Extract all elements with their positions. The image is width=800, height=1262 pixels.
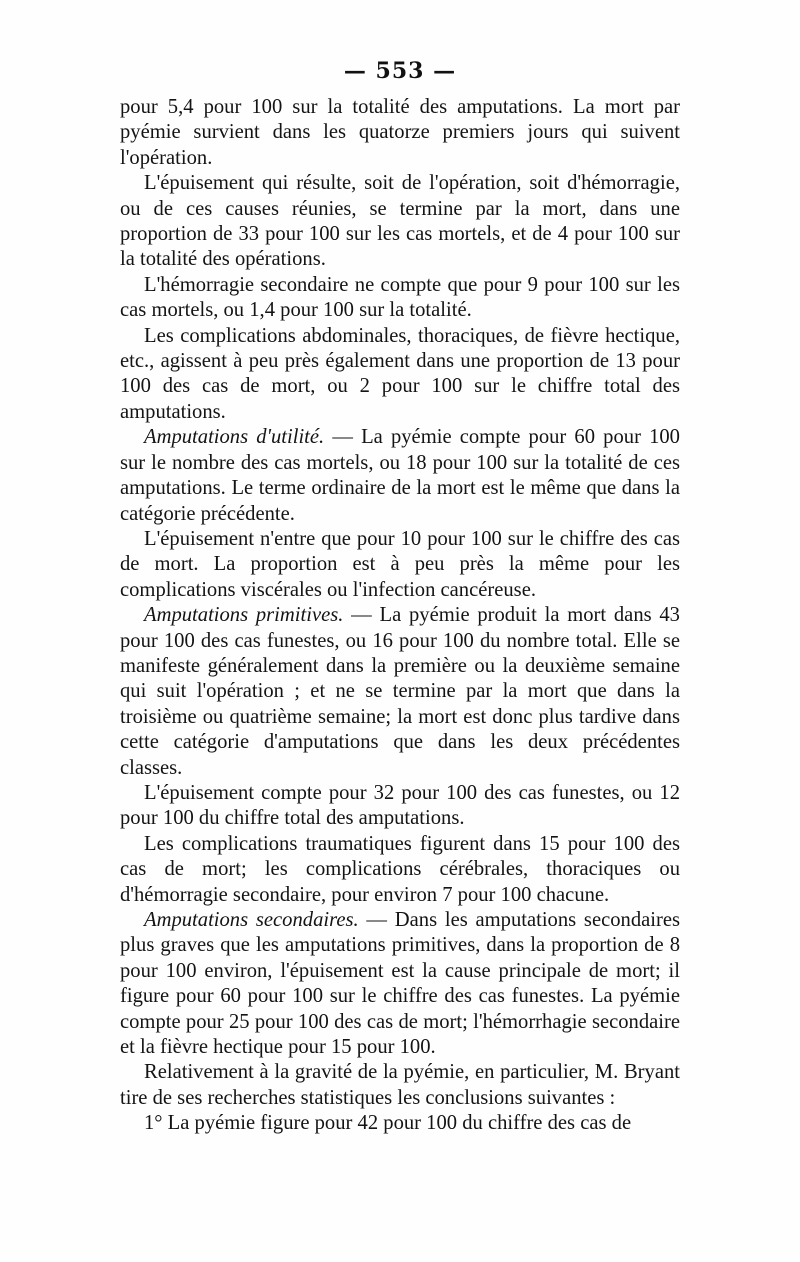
page-number: — 553 — xyxy=(343,58,457,84)
paragraph-3: L'hémorragie secondaire ne compte que pour 9 pour 100 sur les cas mortels, ou 1,4 pour 100 sur la totalité. xyxy=(120,273,680,322)
paragraph-8: L'épuisement compte pour 32 pour 100 des cas funestes, ou 12 pour 100 du chiffre total des amputations. xyxy=(120,781,680,830)
paragraph-5 xyxy=(120,425,680,527)
paragraph-11: Relativement à la gravité de la pyémie, en particulier, M. Bryant tire de ses recherches statistiques les conclusions suivantes : xyxy=(120,1061,680,1109)
paragraph-2: L'épuisement qui résulte, soit de l'opération, soit d'hémorragie, ou de ces causes réunies, se termine par la mort, dans une proportion de 33 pour 100 sur les cas mortels, et de 4 pour 100 sur la totalité des opérations. xyxy=(120,172,680,271)
paragraph-6: L'épuisement n'entre que pour 10 pour 100 sur le chiffre des cas de mort. La proportion est à peu près la même pour les complications viscérales ou l'infection cancéreuse. xyxy=(120,527,680,601)
paragraph-12: 1° La pyémie figure pour 42 pour 100 du chiffre des cas de xyxy=(144,1112,632,1135)
paragraph-4: Les complications abdominales, thoraciques, de fièvre hectique, etc., agissent à peu près également dans une proportion de 13 pour 100 des cas de mort, ou 2 pour 100 sur le chiffre total des amputations. xyxy=(120,324,680,423)
paragraph-5-body: — La pyémie compte pour 60 pour 100 sur le nombre des cas mortels, ou 18 pour 100 sur la totalité de ces amputations. Le terme ordinaire de la mort est le même que dans la catégorie précédente. xyxy=(120,426,680,525)
paragraph-10-body: — Dans les amputations secondaires plus graves que les amputations primitives, dans la proportion de 8 pour 100 environ, l'épuisement est la cause principale de mort; il figure pour 60 pour 100 sur le chiffre des cas funestes. La pyémie compte pour 25 pour 100 des cas de mort; l'hémorrhagie secondaire et la fièvre hectique pour 15 pour 100. xyxy=(120,909,680,1059)
section-heading-primitives: Amputations primitives. xyxy=(144,604,344,627)
section-heading-utilite: Amputations d'utilité. xyxy=(144,426,325,449)
paragraph-7 xyxy=(120,603,680,781)
paragraph-9: Les complications traumatiques figurent dans 15 pour 100 des cas de mort; les complications cérébrales, thoraciques ou d'hémorragie secondaire, pour environ 7 pour 100 chacune. xyxy=(120,832,680,906)
paragraph-7-body: — La pyémie produit la mort dans 43 pour 100 des cas funestes, ou 16 pour 100 du nombre total. Elle se manifeste généralement dans la première ou la deuxième semaine qui suit l'opération ; et ne se termine par la mort que dans la troisième ou quatrième semaine; la mort est donc plus tardive dans cette catégorie d'amputations que dans les deux précédentes classes. xyxy=(120,604,680,779)
body-text xyxy=(120,95,680,1137)
section-heading-secondaires: Amputations secondaires. xyxy=(144,909,359,931)
paragraph-10 xyxy=(120,908,680,1060)
paragraph-1: pour 5,4 pour 100 sur la totalité des amputations. La mort par pyémie survient dans les quatorze premiers jours qui suivent l'opération. xyxy=(120,96,680,169)
